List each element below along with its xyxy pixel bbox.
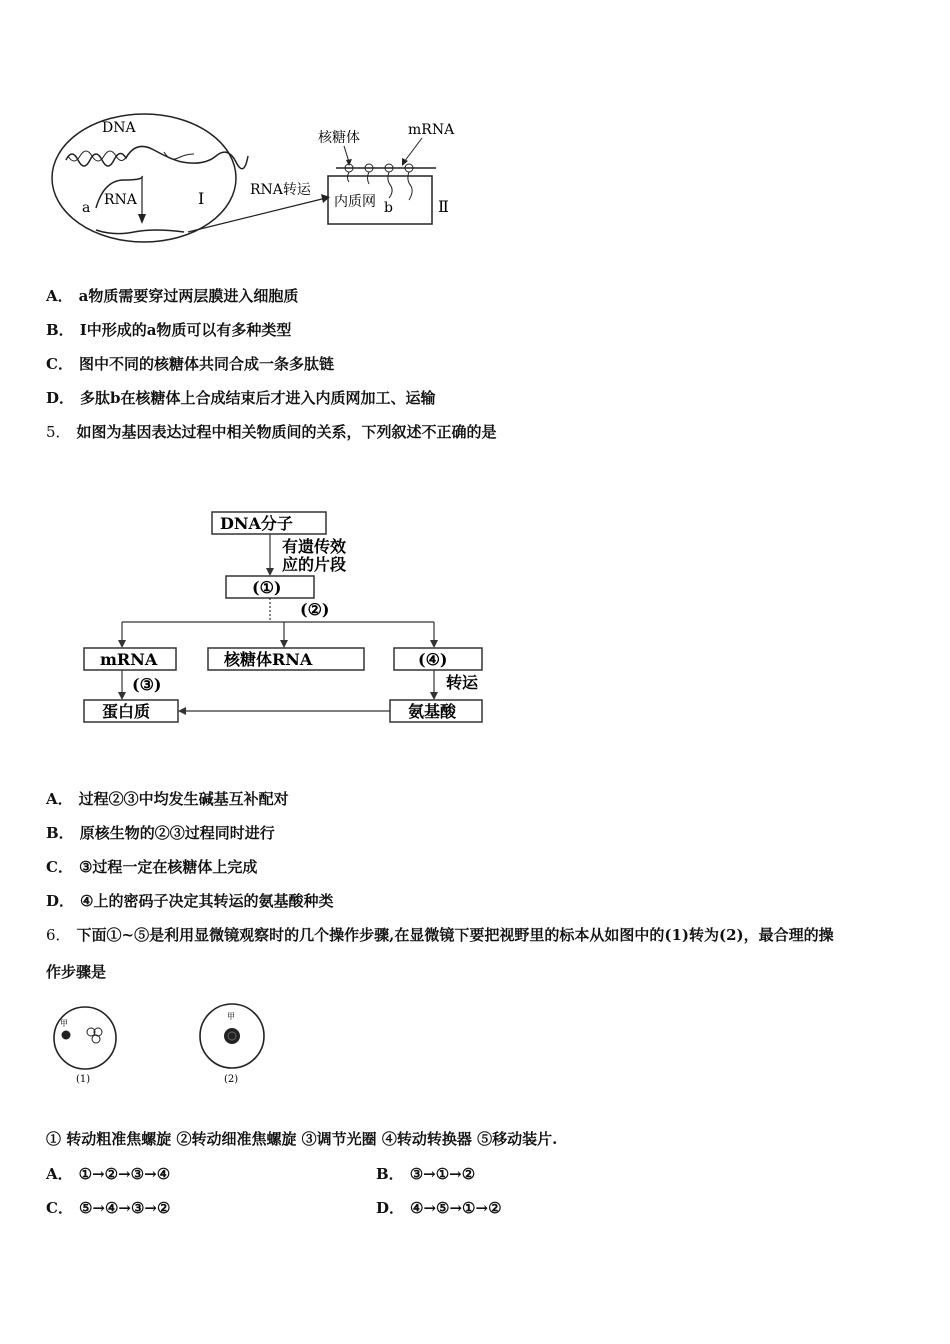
- label-2: (②): [300, 600, 330, 619]
- option-label: C．: [46, 355, 73, 373]
- q6-option-d[interactable]: [376, 1198, 502, 1218]
- caption-1: (1): [76, 1074, 91, 1085]
- rrna-box-label: 核糖体RNA: [224, 650, 313, 669]
- option-label: A．: [46, 1165, 73, 1183]
- option-text: Ⅰ中形成的a物质可以有多种类型: [79, 321, 292, 339]
- edge-label-1: 有遗传效: [282, 537, 347, 556]
- option-text: 原核生物的②③过程同时进行: [79, 824, 275, 842]
- jia-label-2: 甲: [227, 1012, 235, 1021]
- q6-stem-line-1: [46, 925, 834, 945]
- q4-option-c[interactable]: [46, 354, 334, 374]
- dna-box-label: DNA分子: [220, 514, 293, 533]
- q6-steps: ① 转动粗准焦螺旋 ②转动细准焦螺旋 ③调节光圈 ④转动转换器 ⑤移动装片.: [46, 1130, 558, 1148]
- q4-option-d[interactable]: [46, 388, 436, 408]
- mrna-box-label: mRNA: [100, 650, 158, 669]
- option-label: B．: [46, 824, 74, 842]
- option-label: C．: [46, 858, 73, 876]
- a-label: a: [82, 200, 91, 216]
- q6-option-c[interactable]: [46, 1198, 170, 1218]
- q6-stem-line-2: 作步骤是: [46, 963, 107, 981]
- specimen-jia-1: [62, 1031, 71, 1040]
- q5-stem: [46, 422, 497, 442]
- transport-label: 转运: [446, 673, 479, 692]
- option-label: B．: [46, 321, 74, 339]
- ribosome-label: 核糖体: [318, 130, 360, 146]
- b-label: b: [384, 200, 393, 216]
- option-text: ①→②→③→④: [78, 1165, 171, 1183]
- microscope-fields: [46, 1000, 286, 1092]
- q4-option-b[interactable]: [46, 320, 291, 340]
- caption-2: (2): [224, 1074, 239, 1085]
- q5-option-b[interactable]: [46, 823, 275, 843]
- protein-box-label: 蛋白质: [102, 702, 151, 721]
- box-1-label: (①): [252, 578, 282, 597]
- option-text: 图中不同的核糖体共同合成一条多肽链: [78, 355, 334, 373]
- nucleus-outline: [52, 114, 236, 242]
- amino-box-label: 氨基酸: [408, 702, 457, 721]
- rna-transport-label: RNA转运: [250, 182, 311, 198]
- q6-option-a[interactable]: [46, 1164, 170, 1184]
- option-label: D．: [46, 389, 75, 407]
- option-label: D．: [46, 892, 75, 910]
- roman-2: Ⅱ: [438, 197, 449, 216]
- option-label: B．: [376, 1165, 404, 1183]
- er-label: 内质网: [334, 194, 376, 210]
- q4-option-a[interactable]: [46, 286, 298, 306]
- option-text: ⑤→④→③→②: [78, 1199, 171, 1217]
- q6-option-b[interactable]: [376, 1164, 475, 1184]
- label-3: (③): [132, 675, 162, 694]
- question-number: 5．: [46, 423, 71, 441]
- rna-label: RNA: [104, 192, 137, 208]
- option-label: A．: [46, 790, 73, 808]
- option-label: C．: [46, 1199, 73, 1217]
- jia-label-1: 甲: [60, 1019, 68, 1028]
- option-label: D．: [376, 1199, 405, 1217]
- specimen-jia-2: [224, 1028, 240, 1044]
- option-text: ④上的密码子决定其转运的氨基酸种类: [80, 892, 334, 910]
- question-number: 6．: [46, 926, 71, 944]
- mrna-label: mRNA: [408, 122, 455, 138]
- edge-label-2: 应的片段: [282, 555, 347, 574]
- option-text: ④→⑤→①→②: [410, 1199, 502, 1217]
- option-text: ③→①→②: [409, 1165, 476, 1183]
- dna-label: DNA: [102, 120, 136, 136]
- mrna-strand: [96, 230, 184, 234]
- roman-1: Ⅰ: [198, 189, 205, 208]
- question-text: 下面①~⑤是利用显微镜观察时的几个操作步骤,在显微镜下要把视野里的标本从如图中的(1)转为(2)，最合理的操: [76, 926, 834, 944]
- option-text: a物质需要穿过两层膜进入细胞质: [78, 287, 299, 305]
- option-text: 过程②③中均发生碱基互补配对: [78, 790, 289, 808]
- flowchart-diagram: [70, 500, 520, 730]
- box-4-label: (④): [418, 650, 448, 669]
- option-label: A．: [46, 287, 73, 305]
- option-text: 多肽b在核糖体上合成结束后才进入内质网加工、运输: [80, 389, 436, 407]
- option-text: ③过程一定在核糖体上完成: [78, 858, 258, 876]
- q5-option-c[interactable]: [46, 857, 257, 877]
- question-text: 如图为基因表达过程中相关物质间的关系，下列叙述不正确的是: [76, 423, 497, 441]
- q5-option-a[interactable]: [46, 789, 289, 809]
- q5-option-d[interactable]: [46, 891, 333, 911]
- cell-diagram: [44, 100, 484, 260]
